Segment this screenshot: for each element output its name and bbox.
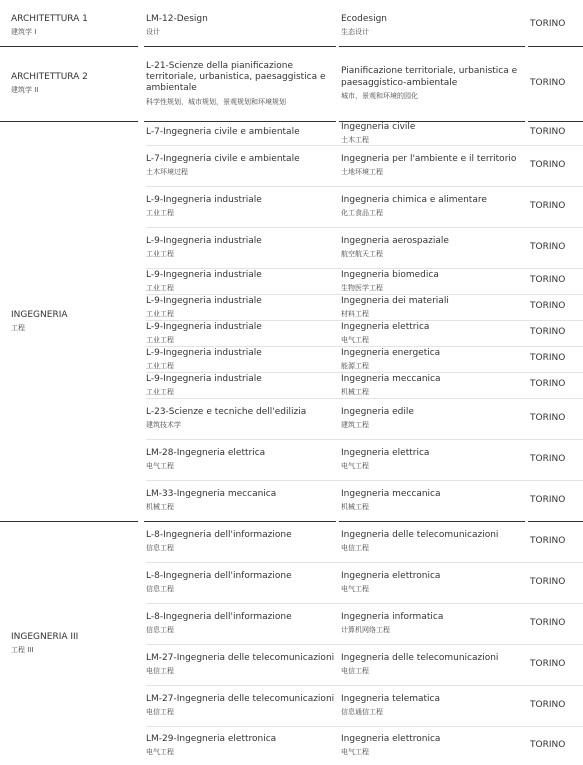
course-cell (146, 603, 338, 644)
city-cell (530, 121, 580, 145)
course-name-cn: 工业工程 (146, 250, 174, 259)
major-name-cn: 电信工程 (341, 544, 369, 553)
course-cell (146, 227, 338, 268)
course-name: L-23-Scienze e tecniche dell'edilizia (146, 407, 307, 417)
city-label: TORINO (530, 576, 566, 587)
city-label: TORINO (530, 327, 566, 338)
group-divider (144, 121, 336, 122)
group-name-cell (11, 4, 136, 46)
city-label: TORINO (530, 19, 566, 30)
row-divider (146, 644, 583, 645)
city-cell (530, 372, 580, 398)
major-name: Ingegneria elettronica (341, 734, 441, 744)
row-divider (146, 439, 583, 440)
major-name: Ingegneria dei materiali (341, 295, 449, 306)
course-cell (146, 521, 338, 562)
row-divider (146, 372, 583, 373)
major-name: Ingegneria meccanica (341, 373, 441, 384)
major-name: Ingegneria telematica (341, 694, 441, 704)
major-name-cn: 计算机网络工程 (341, 626, 390, 635)
course-name: L-9-Ingegneria industriale (146, 236, 262, 246)
city-label: TORINO (530, 241, 566, 252)
group-divider (528, 121, 583, 122)
group-divider (0, 46, 138, 47)
row-divider (146, 603, 583, 604)
city-label: TORINO (530, 379, 566, 390)
group-name: INGEGNERIA (11, 309, 68, 320)
course-name-cn: 信息工程 (146, 585, 174, 594)
major-name-cn: 机械工程 (341, 503, 369, 512)
group-divider (0, 521, 138, 522)
major-name-cn: 土地环境工程 (341, 168, 383, 177)
major-cell (341, 46, 527, 121)
major-name: Pianificazione territoriale, urbanistica e paesaggistico-ambientale (341, 66, 518, 88)
major-cell (341, 685, 527, 726)
major-cell (341, 603, 527, 644)
group-name: ARCHITETTURA 1 (11, 13, 88, 24)
course-name-cn: 电气工程 (146, 462, 174, 471)
city-cell (530, 398, 580, 439)
course-name: LM-12-Design (146, 13, 208, 24)
major-cell (341, 644, 527, 685)
city-label: TORINO (530, 494, 566, 505)
group-divider (0, 121, 138, 122)
course-name: LM-29-Ingegneria elettronica (146, 734, 277, 744)
major-name-cn: 电信工程 (341, 667, 369, 676)
course-name-cn: 土木环境过程 (146, 168, 188, 177)
major-cell (341, 145, 527, 186)
major-name-cn: 化工食品工程 (341, 209, 383, 218)
major-name: Ingegneria chimica e alimentare (341, 195, 487, 205)
major-name: Ingegneria aerospaziale (341, 236, 449, 246)
major-name: Ingegneria elettrica (341, 448, 430, 458)
major-name-cn: 能源工程 (341, 361, 369, 370)
group-name: INGEGNERIA III (11, 631, 79, 642)
city-cell (530, 294, 580, 320)
course-name: LM-27-Ingegneria delle telecomunicazioni (146, 694, 335, 704)
course-name: LM-27-Ingegneria delle telecomunicazioni (146, 653, 335, 663)
city-label: TORINO (530, 200, 566, 211)
major-cell (341, 227, 527, 268)
city-label: TORINO (530, 301, 566, 312)
group-divider (339, 521, 525, 522)
major-name-cn: 电气工程 (341, 748, 369, 757)
major-name-cn: 信息通信工程 (341, 708, 383, 717)
course-name: L-9-Ingegneria industriale (146, 347, 262, 358)
course-name-cn: 工业工程 (146, 387, 174, 396)
course-name: L-7-Ingegneria civile e ambientale (146, 154, 300, 164)
city-cell (530, 46, 580, 121)
group-name-cn: 工程 (11, 323, 25, 332)
course-name-cn: 电信工程 (146, 667, 174, 676)
major-name-cn: 电气工程 (341, 335, 369, 344)
course-cell (146, 644, 338, 685)
group-divider (339, 46, 525, 47)
course-cell (146, 186, 338, 227)
city-cell (530, 186, 580, 227)
course-name-cn: 信息工程 (146, 626, 174, 635)
major-name: Ecodesign (341, 13, 387, 24)
city-cell (530, 521, 580, 562)
major-name-cn: 城市，景观和环境的园化 (341, 91, 418, 100)
major-name-cn: 材料工程 (341, 309, 369, 318)
course-cell (146, 480, 338, 521)
course-cell (146, 726, 338, 765)
course-name-cn: 电信工程 (146, 708, 174, 717)
group-name-cell (11, 46, 136, 121)
course-cell (146, 562, 338, 603)
city-label: TORINO (530, 77, 566, 88)
city-label: TORINO (530, 127, 566, 138)
city-cell (530, 603, 580, 644)
course-name-cn: 建筑技术学 (146, 421, 181, 430)
group-name-cell (11, 521, 136, 765)
city-cell (530, 268, 580, 294)
major-name: Ingegneria biomedica (341, 269, 439, 280)
course-name-cn: 工业工程 (146, 309, 174, 318)
major-name: Ingegneria delle telecomunicazioni (341, 530, 499, 540)
row-divider (146, 145, 583, 146)
row-divider (146, 685, 583, 686)
city-label: TORINO (530, 739, 566, 750)
city-cell (530, 480, 580, 521)
course-name-cn: 电气工程 (146, 748, 174, 757)
row-divider (146, 562, 583, 563)
city-cell (530, 145, 580, 186)
city-label: TORINO (530, 275, 566, 286)
course-name: LM-33-Ingegneria meccanica (146, 489, 277, 499)
course-name-cn: 科学性规划，城市规划，景观规划和环境规划 (146, 97, 286, 106)
city-cell (530, 346, 580, 372)
major-name-cn: 机械工程 (341, 387, 369, 396)
major-cell (341, 480, 527, 521)
course-cell (146, 121, 338, 145)
city-cell (530, 320, 580, 346)
major-cell (341, 320, 527, 346)
major-name: Ingegneria informatica (341, 612, 444, 622)
major-name-cn: 电气工程 (341, 462, 369, 471)
course-name: LM-28-Ingegneria elettrica (146, 448, 266, 458)
major-name-cn: 航空航天工程 (341, 250, 383, 259)
course-cell (146, 268, 338, 294)
major-cell (341, 398, 527, 439)
city-cell (530, 227, 580, 268)
major-name: Ingegneria elettrica (341, 321, 430, 332)
course-cell (146, 320, 338, 346)
major-name-cn: 土木工程 (341, 135, 369, 144)
course-name: L-7-Ingegneria civile e ambientale (146, 127, 300, 138)
major-name: Ingegneria civile (341, 121, 416, 132)
major-cell (341, 186, 527, 227)
major-cell (341, 562, 527, 603)
course-name: L-8-Ingegneria dell'informazione (146, 530, 292, 540)
city-label: TORINO (530, 699, 566, 710)
course-cell (146, 145, 338, 186)
course-name-cn: 机械工程 (146, 503, 174, 512)
row-divider (146, 294, 583, 295)
group-name-cn: 建筑学 II (11, 86, 39, 95)
city-cell (530, 4, 580, 46)
major-name: Ingegneria per l'ambiente e il territorio (341, 154, 517, 164)
course-name: L-8-Ingegneria dell'informazione (146, 612, 292, 622)
course-cell (146, 4, 338, 46)
major-cell (341, 4, 527, 46)
group-name-cn: 建筑学 I (11, 27, 37, 36)
city-label: TORINO (530, 658, 566, 669)
major-cell (341, 121, 527, 145)
major-cell (341, 521, 527, 562)
city-label: TORINO (530, 535, 566, 546)
major-name-cn: 建筑工程 (341, 421, 369, 430)
major-name: Ingegneria elettronica (341, 571, 441, 581)
course-name: L-9-Ingegneria industriale (146, 295, 262, 306)
major-cell (341, 439, 527, 480)
major-name: Ingegneria meccanica (341, 489, 441, 499)
group-divider (528, 521, 583, 522)
major-name: Ingegneria delle telecomunicazioni (341, 653, 499, 663)
city-label: TORINO (530, 617, 566, 628)
course-cell (146, 294, 338, 320)
major-name-cn: 生态设计 (341, 27, 369, 36)
course-name-cn: 工业工程 (146, 209, 174, 218)
course-cell (146, 46, 338, 121)
row-divider (146, 227, 583, 228)
row-divider (146, 398, 583, 399)
course-name: L-9-Ingegneria industriale (146, 195, 262, 205)
row-divider (146, 480, 583, 481)
city-label: TORINO (530, 453, 566, 464)
major-name-cn: 生物医学工程 (341, 283, 383, 292)
major-name: Ingegneria edile (341, 407, 414, 417)
course-cell (146, 372, 338, 398)
major-cell (341, 294, 527, 320)
row-divider (146, 346, 583, 347)
city-cell (530, 644, 580, 685)
row-divider (146, 186, 583, 187)
course-name-cn: 工业工程 (146, 361, 174, 370)
city-cell (530, 562, 580, 603)
course-cell (146, 439, 338, 480)
course-cell (146, 685, 338, 726)
city-cell (530, 439, 580, 480)
major-cell (341, 726, 527, 765)
city-cell (530, 685, 580, 726)
course-name: L-9-Ingegneria industriale (146, 321, 262, 332)
course-name: L-8-Ingegneria dell'informazione (146, 571, 292, 581)
row-divider (146, 268, 583, 269)
major-name-cn: 电气工程 (341, 585, 369, 594)
course-name-cn: 设计 (146, 27, 160, 36)
course-cell (146, 398, 338, 439)
city-cell (530, 726, 580, 765)
city-label: TORINO (530, 353, 566, 364)
course-name: L-21-Scienze della pianificazione territoriale, urbanistica, paesaggistica e ambientale (146, 60, 326, 94)
major-cell (341, 372, 527, 398)
group-divider (144, 521, 336, 522)
city-label: TORINO (530, 412, 566, 423)
group-divider (528, 46, 583, 47)
course-name: L-9-Ingegneria industriale (146, 269, 262, 280)
row-divider (146, 320, 583, 321)
course-name: L-9-Ingegneria industriale (146, 373, 262, 384)
group-name-cell (11, 121, 136, 521)
group-name-cn: 工程 III (11, 645, 34, 654)
group-divider (144, 46, 336, 47)
group-divider (339, 121, 525, 122)
course-cell (146, 346, 338, 372)
major-name: Ingegneria energetica (341, 347, 441, 358)
major-cell (341, 268, 527, 294)
course-name-cn: 工业工程 (146, 283, 174, 292)
row-divider (146, 726, 583, 727)
major-cell (341, 346, 527, 372)
group-name: ARCHITETTURA 2 (11, 72, 88, 82)
city-label: TORINO (530, 159, 566, 170)
course-name-cn: 信息工程 (146, 544, 174, 553)
course-name-cn: 工业工程 (146, 335, 174, 344)
